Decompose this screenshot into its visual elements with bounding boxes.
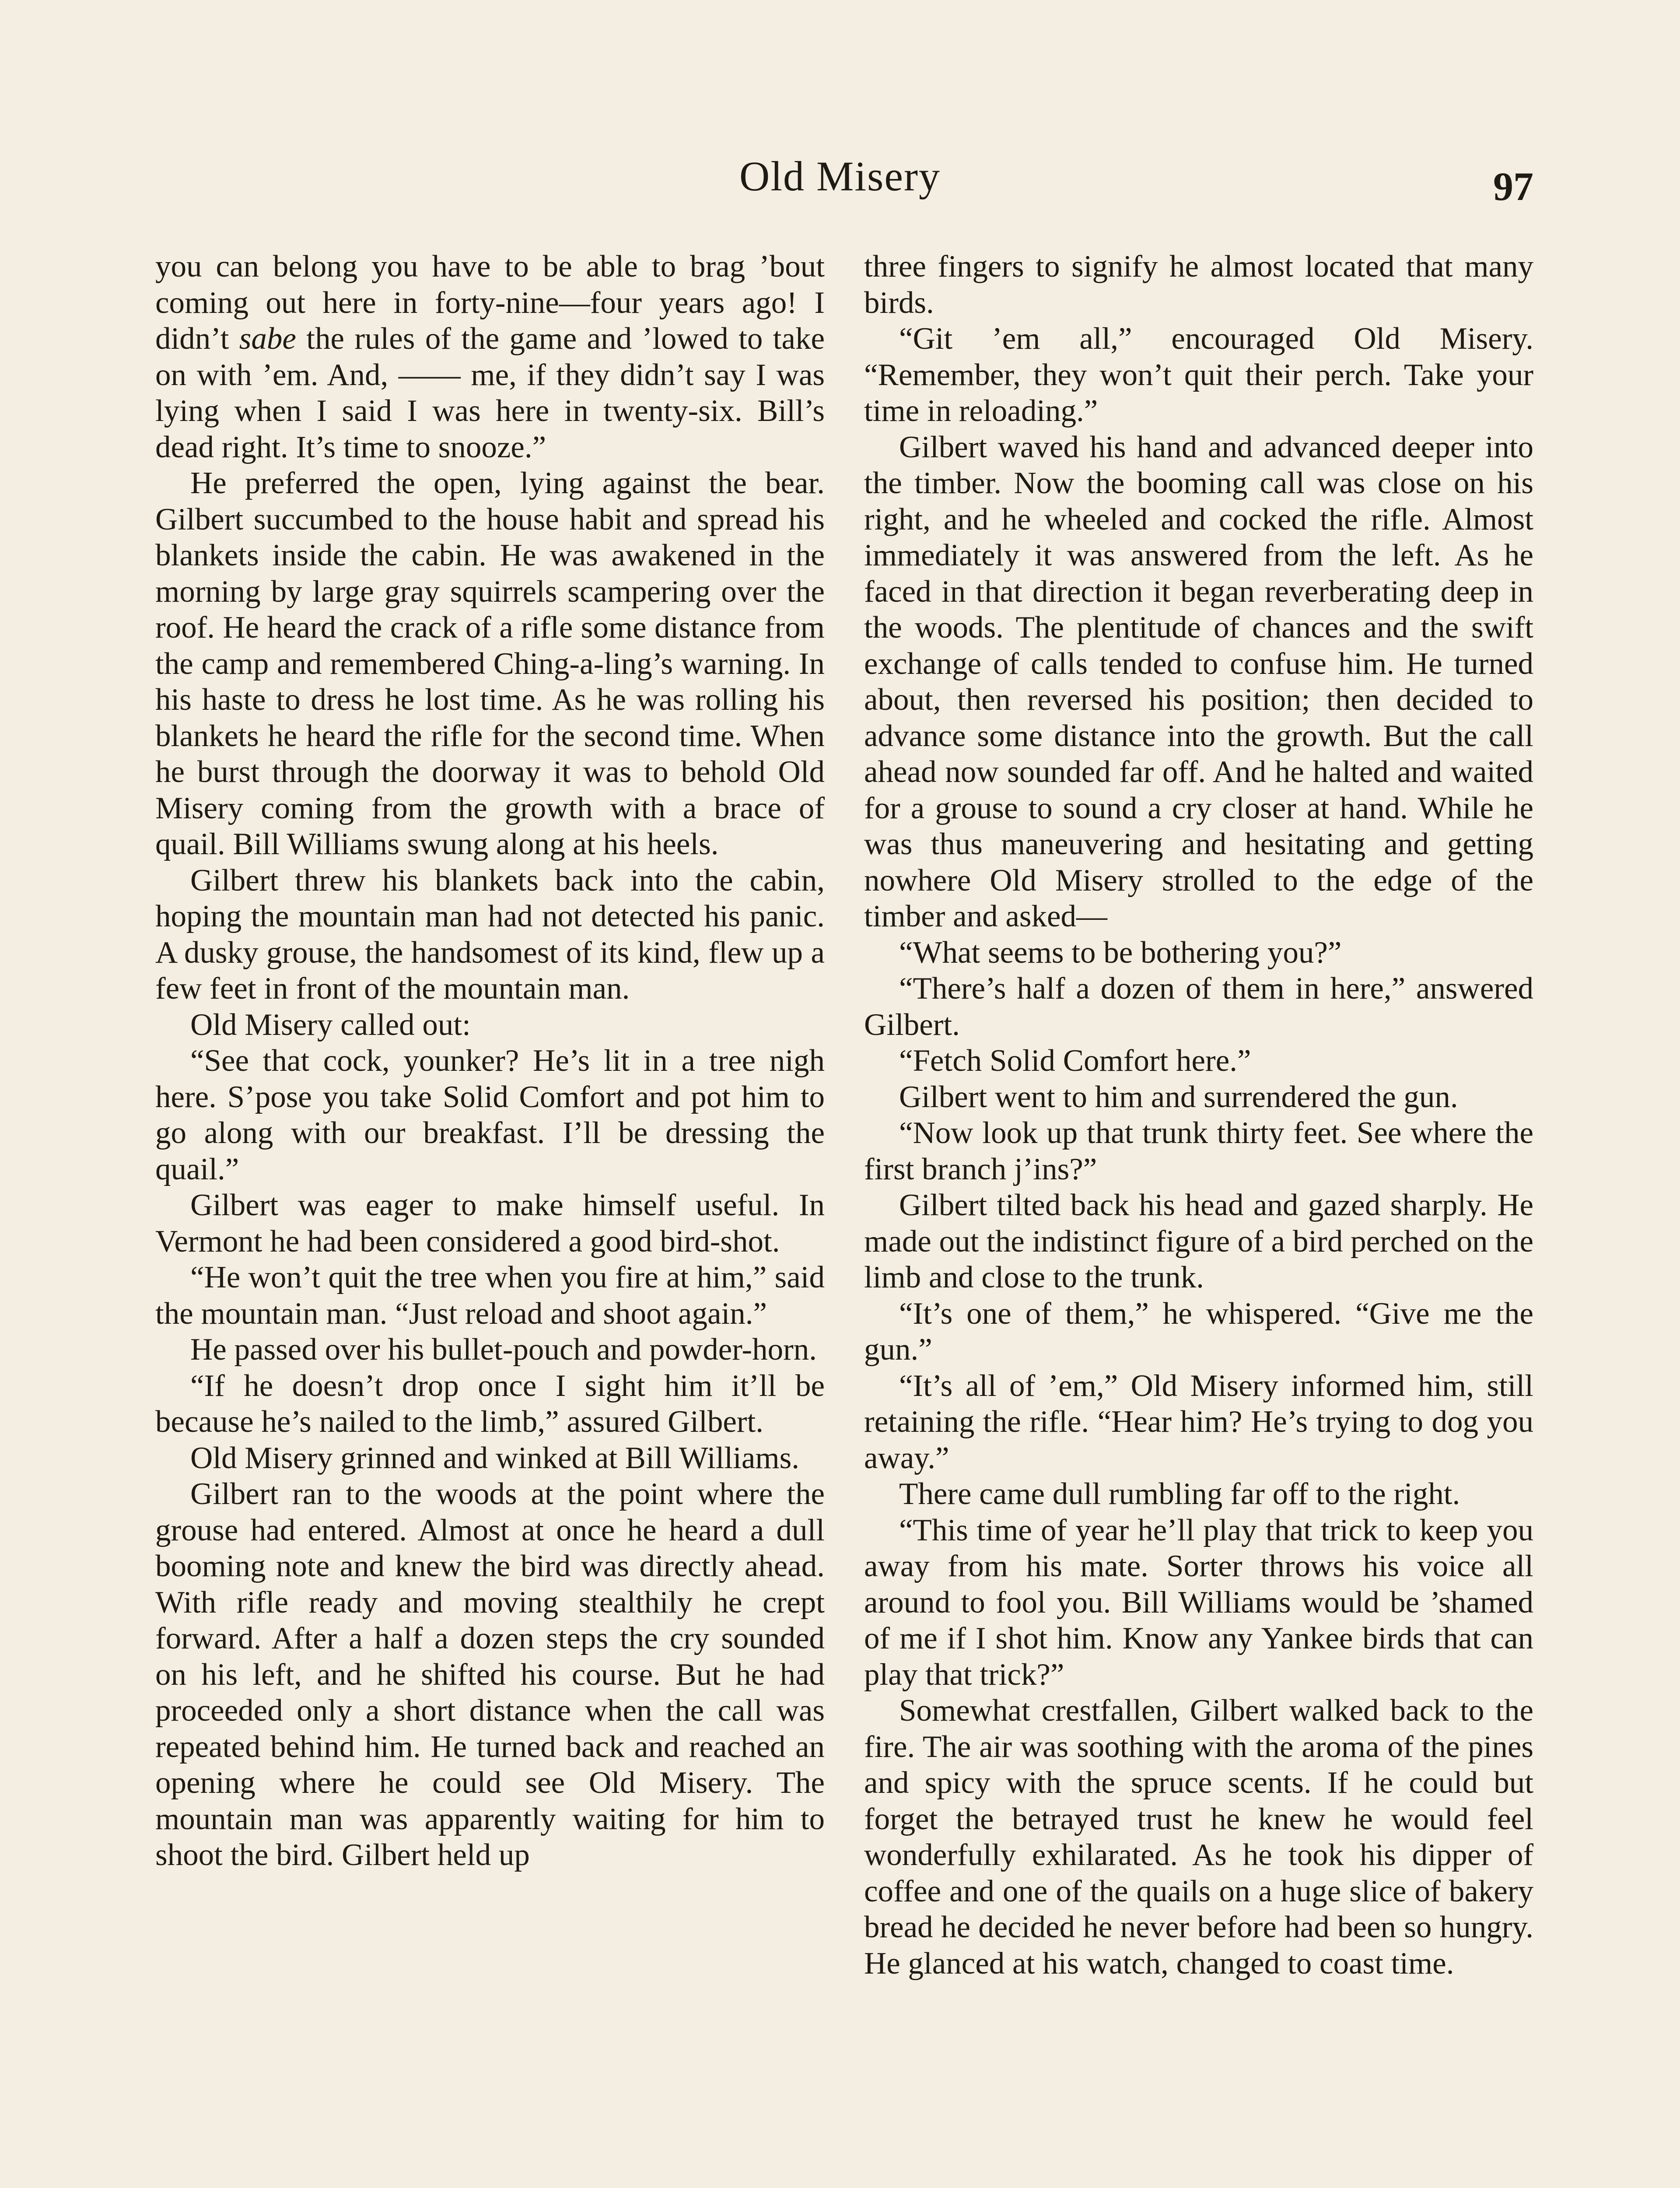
italic-word: sabe [239, 322, 296, 356]
paragraph: “It’s one of them,” he whispered. “Give me the gun.” [864, 1296, 1533, 1367]
paragraph: “This time of year he’ll play that trick to keep you away from his mate. Sorter throws his voice all around to fool you. Bill Williams would be ’shamed of me if I shot him. Know any Yankee birds that can play that trick?” [864, 1513, 1533, 1692]
right-column [864, 249, 1533, 1981]
left-column [155, 249, 825, 1873]
paragraph: Gilbert was eager to make himself useful. In Vermont he had been considered a good bird-shot. [155, 1188, 825, 1259]
paragraph: Gilbert tilted back his head and gazed sharply. He made out the indistinct figure of a bird perched on the limb and close to the trunk. [864, 1188, 1533, 1294]
paragraph: Old Misery grinned and winked at Bill Williams. [190, 1441, 799, 1475]
paragraph: “If he doesn’t drop once I sight him it’ll be because he’s nailed to the limb,” assured Gilbert. [155, 1368, 825, 1439]
paragraph: Gilbert waved his hand and advanced deeper into the timber. Now the booming call was close on his right, and he wheeled and cocked the rifle. Almost immediately it was answered from the left. As he faced in that direction it began reverberating deep in the woods. The plentitude of chances and the swift exchange of calls tended to confuse him. He turned about, then reversed his position; then decided to advance some distance into the growth. But the call ahead now sounded far off. And he halted and waited for a grouse to sound a cry closer at hand. While he was thus maneuvering and hesitating and getting nowhere Old Misery strolled to the edge of the timber and asked— [864, 430, 1533, 933]
paragraph: Gilbert went to him and surrendered the gun. [899, 1080, 1458, 1114]
paragraph: He preferred the open, lying against the bear. Gilbert succumbed to the house habit and spread his blankets inside the cabin. He was awakened in the morning by large gray squirrels scampering over the roof. He heard the crack of a rifle some distance from the camp and remembered Ching-a-ling’s warning. In his haste to dress he lost time. As he was rolling his blankets he heard the rifle for the second time. When he burst through the doorway it was to behold Old Misery coming from the growth with a brace of quail. Bill Williams swung along at his heels. [155, 466, 825, 861]
paragraph: “There’s half a dozen of them in here,” answered Gilbert. [864, 971, 1533, 1042]
running-title: Old Misery [739, 153, 941, 200]
paragraph: “Git ’em all,” encouraged Old Misery. “Remember, they won’t quit their perch. Take your time in reloading.” [864, 322, 1533, 428]
paragraph: Gilbert threw his blankets back into the cabin, hoping the mountain man had not detected his panic. A dusky grouse, the handsomest of its kind, flew up a few feet in front of the mountain man. [155, 863, 825, 1006]
paragraph: “Now look up that trunk thirty feet. See where the first branch j’ins?” [864, 1116, 1533, 1186]
paragraph: “Fetch Solid Comfort here.” [899, 1044, 1251, 1078]
paragraph: you can belong you have to be able to brag ’bout coming out here in forty-nine—four years ago! I didn’t sabe the rules of the game and ’lowed to take on with ’em. And, —— me, if they didn’t say I was lying when I said I was here in twenty-six. Bill’s dead right. It’s time to snooze.” [155, 249, 825, 464]
paragraph: Old Misery called out: [190, 1007, 471, 1042]
paragraph: “It’s all of ’em,” Old Misery informed him, still retaining the rifle. “Hear him? He’s trying to dog you away.” [864, 1368, 1533, 1475]
paragraph: There came dull rumbling far off to the right. [899, 1477, 1460, 1511]
paragraph: “See that cock, younker? He’s lit in a tree nigh here. S’pose you take Solid Comfort and pot him to go along with our breakfast. I’ll be dressing the quail.” [155, 1044, 825, 1186]
paragraph: Somewhat crestfallen, Gilbert walked back to the fire. The air was soothing with the aroma of the pines and spicy with the spruce scents. If he could but forget the betrayed trust he knew he would feel wonderfully exhilarated. As he took his dipper of coffee and one of the quails on a huge slice of bakery bread he decided he never before had been so hungry. He glanced at his watch, changed to coast time. [864, 1694, 1533, 1981]
paragraph: “He won’t quit the tree when you fire at him,” said the mountain man. “Just reload and shoot again.” [155, 1260, 825, 1331]
paragraph: three fingers to signify he almost located that many birds. [864, 249, 1533, 320]
paragraph: “What seems to be bothering you?” [899, 935, 1342, 970]
paragraph: He passed over his bullet-pouch and powder-horn. [190, 1332, 817, 1367]
page-number: 97 [1493, 164, 1533, 209]
paragraph: Gilbert ran to the woods at the point where the grouse had entered. Almost at once he heard a dull booming note and knew the bird was directly ahead. With rifle ready and moving stealthily he crept forward. After a half a dozen steps the cry sounded on his left, and he shifted his course. But he had proceeded only a short distance when the call was repeated behind him. He turned back and reached an opening where he could see Old Misery. The mountain man was apparently waiting for him to shoot the bird. Gilbert held up [155, 1477, 825, 1872]
